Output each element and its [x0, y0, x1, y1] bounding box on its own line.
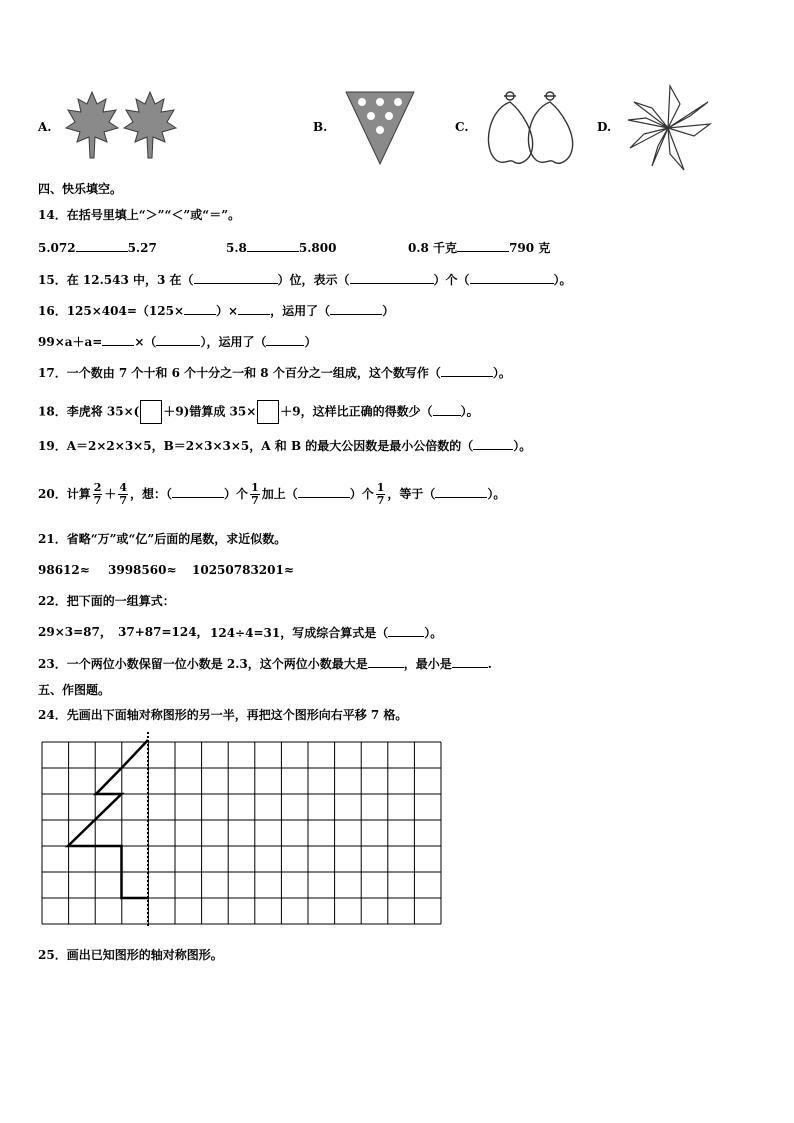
fraction: $\frac{1}{7}$	[376, 481, 385, 507]
answer-blank[interactable]	[435, 485, 487, 498]
answer-blank[interactable]	[194, 271, 278, 284]
question-19: 19．A＝2×2×3×5，B＝2×3×3×5，A 和 B 的最大公因数是最小公倍数的（ ）。	[38, 439, 532, 453]
answer-blank[interactable]	[433, 403, 461, 416]
answer-blank[interactable]	[247, 239, 299, 252]
answer-blank[interactable]	[452, 655, 488, 668]
question-16-line-1: 16．125×404=（125× ）× ，运用了（ ）	[38, 304, 395, 318]
fraction: $\frac{4}{7}$	[119, 481, 128, 507]
answer-blank[interactable]	[238, 302, 270, 315]
snowflake-triangle-icon	[344, 90, 416, 166]
option-c-label: C.	[455, 120, 469, 134]
q21-item-1: 98612≈	[38, 563, 90, 577]
answer-blank[interactable]	[298, 485, 350, 498]
option-b-label: B.	[313, 120, 328, 134]
question-22: 22．把下面的一组算式：	[38, 594, 175, 608]
answer-blank[interactable]	[470, 271, 554, 284]
expression-1: 29×3=87，	[38, 625, 112, 639]
question-24: 24．先画出下面轴对称图形的另一半，再把这个图形向右平移 7 格。	[38, 708, 408, 722]
expression-3: 124÷4=31，写成综合算式是（ ）。	[210, 626, 443, 640]
answer-blank[interactable]	[473, 437, 513, 450]
answer-blank[interactable]	[184, 302, 216, 315]
question-17: 17．一个数由 7 个十和 6 个十分之一和 8 个百分之一组成，这个数写作（ ）。	[38, 366, 511, 380]
question-23: 23．一个两位小数保留一位小数是 2.3，这个两位小数最大是 ，最小是 .	[38, 657, 492, 671]
question-21: 21．省略“万”或“亿”后面的尾数，求近似数。	[38, 532, 287, 546]
answer-blank[interactable]	[388, 624, 424, 637]
answer-blank[interactable]	[156, 333, 200, 346]
question-25: 25．画出已知图形的轴对称图形。	[38, 948, 223, 962]
maple-leaves-icon	[64, 88, 182, 162]
question-18: 18．李虎将 35×( ＋9)错算成 35× ＋9，这样比正确的得数少（ ）。	[38, 400, 479, 424]
expression-2: 37+87=124，	[118, 625, 209, 639]
q21-item-3: 10250783201≈	[192, 563, 294, 577]
question-14: 14．在括号里填上“＞”“＜”或“＝”。	[38, 208, 241, 222]
fraction: $\frac{2}{7}$	[93, 481, 102, 507]
question-15: 15．在 12.543 中，3 在（ ）位，表示（ ）个（ ）。	[38, 273, 572, 287]
q14-item-1: 5.072 5.27	[38, 241, 157, 255]
answer-blank[interactable]	[102, 333, 134, 346]
option-a-label: A.	[38, 120, 52, 134]
answer-blank[interactable]	[76, 239, 128, 252]
question-16-line-2: 99×a＋a= ×（ ），运用了（ ）	[38, 335, 317, 349]
option-d-label: D.	[597, 120, 612, 134]
drawing-grid[interactable]	[40, 732, 442, 928]
answer-blank[interactable]	[266, 333, 304, 346]
flower-hearts-icon	[480, 88, 580, 168]
q14-item-2: 5.8 5.800	[226, 241, 337, 255]
answer-blank[interactable]	[457, 239, 509, 252]
q14-item-3: 0.8 千克 790 克	[408, 241, 551, 255]
question-20: 20．计算 $\frac{2}{7}$ ＋ $\frac{4}{7}$ ，想：（ ）个 $\frac{1}{7}$ 加上（ ）个 $\frac{1}{7}$ ，等于（ ）。	[38, 481, 506, 507]
answer-blank[interactable]	[368, 655, 404, 668]
answer-blank[interactable]	[172, 485, 224, 498]
section-5-heading: 五、作图题。	[38, 683, 111, 697]
answer-blank[interactable]	[441, 364, 493, 377]
answer-box[interactable]	[257, 400, 279, 424]
pinwheel-icon	[624, 84, 716, 176]
half-figure	[68, 740, 148, 898]
q21-item-2: 3998560≈	[108, 563, 177, 577]
answer-box[interactable]	[140, 400, 162, 424]
answer-blank[interactable]	[350, 271, 434, 284]
section-4-heading: 四、快乐填空。	[38, 182, 123, 196]
answer-blank[interactable]	[330, 302, 382, 315]
fraction: $\frac{1}{7}$	[251, 481, 259, 507]
